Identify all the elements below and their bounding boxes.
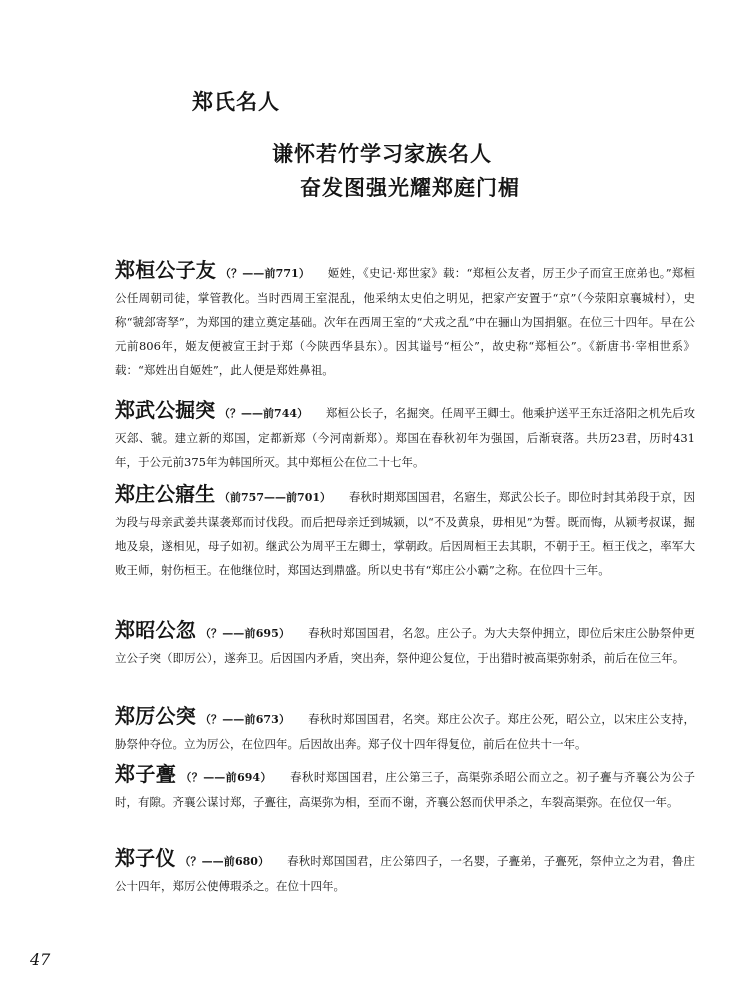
entry-text: 春秋时郑国国君，庄公第三子，高渠弥杀昭公而立之。初子亹与齐襄公为公子时，有隙。齐襄公谋讨郑，子亹往，高渠弥为相，至而不谢，齐襄公怒而伏甲杀之，车裂高渠弥。在位仅一年。 (115, 770, 696, 809)
entry-text: 春秋时郑国国君，庄公第四子，一名婴，子亹弟，子亹死，祭仲立之为君，鲁庄公十四年，郑厉公使傅瑕杀之。在位十四年。 (115, 854, 696, 893)
entry-dates: （前757——前701） (218, 491, 332, 504)
entry-name: 郑子亹 (115, 762, 177, 786)
entry-name: 郑昭公忽 (115, 618, 196, 642)
entry-text: 春秋时郑国国君，名忽。庄公子。为大夫祭仲拥立，即位后宋庄公胁祭仲更立公子突（即厉公），遂奔卫。后因国内矛盾，突出奔，祭仲迎公复位，于出猎时被高渠弥射杀，前后在位三年。 (115, 626, 696, 665)
page-number: 47 (30, 950, 51, 969)
entry-zheng-wu-gong (115, 398, 695, 474)
entry-name: 郑厉公突 (115, 704, 196, 728)
entry-name: 郑庄公寤生 (115, 482, 216, 506)
entry-zheng-zi-yi (115, 846, 695, 898)
entry-zheng-zi-wei (115, 762, 695, 814)
entry-name: 郑桓公子友 (115, 258, 217, 282)
motto-line-2: 奋发图强光耀郑庭门楣 (300, 176, 520, 200)
entry-dates: （？——前744） (218, 407, 309, 420)
entry-text: 春秋时郑国国君，名突。郑庄公次子。郑庄公死，昭公立，以宋庄公支持，胁祭仲夺位。立为厉公，在位四年。后因故出奔。郑子仪十四年得复位，前后在位共十一年。 (115, 712, 696, 751)
entry-zheng-zhuang-gong (115, 482, 695, 582)
entry-text: 郑桓公长子，名掘突。任周平王卿士。他乘护送平王东迁洛阳之机先后攻灭郐、虢。建立新的郑国，定都新郑（今河南新郑）。郑国在春秋初年为强国，后渐衰落。共历23君，历时431年，于公元前375年为韩国所灭。其中郑桓公在位二十七年。 (115, 406, 696, 469)
entry-dates: （？——前680） (179, 855, 270, 868)
entry-text: 姬姓，《史记·郑世家》载：“郑桓公友者，厉王少子而宣王庶弟也。”郑桓公任周朝司徒，掌管教化。当时西周王室混乱，他采纳太史伯之明见，把家产安置于“京”（今荥阳京襄城村），史称“虢郐寄孥”，为郑国的建立奠定基础。次年在西周王室的“犬戎之乱”中在骊山为国捐躯。在位三十四年。早在公元前806年，姬友便被宣王封于郑（今陕西华县东）。因其谥号“桓公”，故史称“郑桓公”。《新唐书·宰相世系》载：“郑姓出自姬姓”，此人便是郑姓鼻祖。 (115, 266, 696, 377)
entry-dates: （？——前694） (180, 771, 272, 784)
entry-dates: （？——前673） (199, 713, 291, 726)
entry-dates: （？——前771） (219, 267, 311, 280)
entry-zheng-zhao-gong (115, 618, 695, 670)
entry-name: 郑子仪 (115, 846, 176, 870)
entry-name: 郑武公掘突 (115, 398, 216, 422)
section-title: 郑氏名人 (192, 90, 280, 114)
motto-line-1: 谦怀若竹学习家族名人 (272, 142, 492, 166)
entry-zheng-li-gong (115, 704, 695, 756)
entry-text: 春秋时期郑国国君，名寤生，郑武公长子。即位时封其弟段于京，因为段与母亲武姜共谋袭郑而讨伐段。而后把母亲迁到城颍，以“不及黄泉，毋相见”为誓。既而悔，从颍考叔谋，掘地及泉，遂相见，母子如初。继武公为周平王左卿士，掌朝政。后因周桓王去其职，不朝于王。桓王伐之，率军大败王师，射伤桓王。在他继位时，郑国达到鼎盛。所以史书有“郑庄公小霸”之称。在位四十三年。 (115, 490, 696, 577)
entry-dates: （？——前695） (199, 627, 291, 640)
entry-zheng-huan-gong (115, 258, 695, 382)
